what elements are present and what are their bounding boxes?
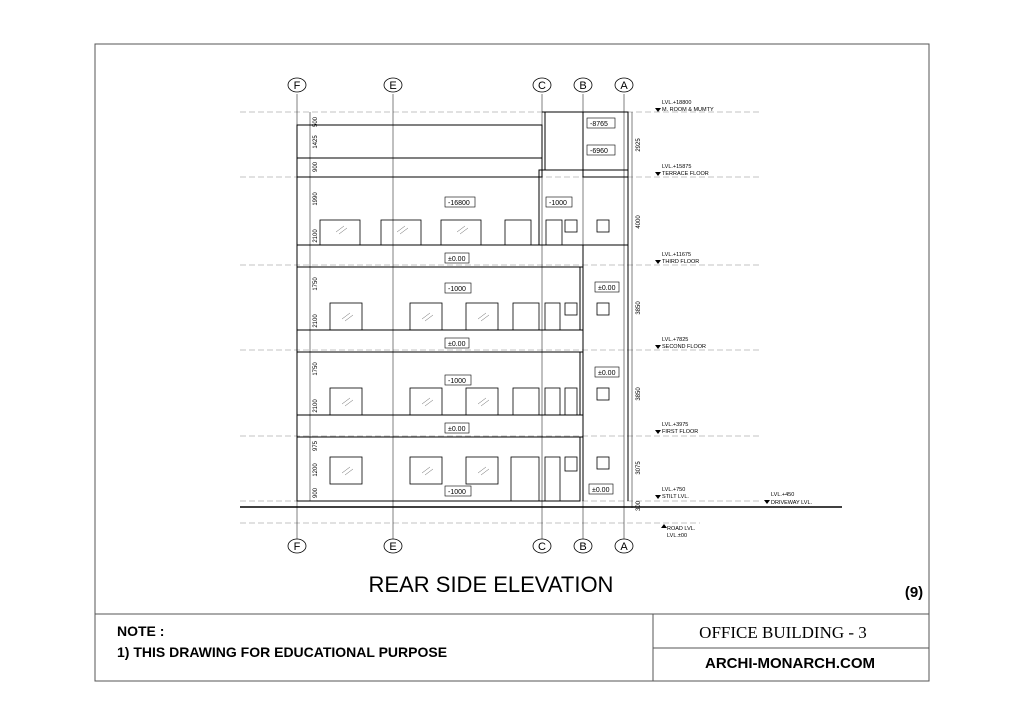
svg-text:1750: 1750 — [313, 362, 319, 376]
svg-text:3850: 3850 — [636, 301, 642, 315]
window — [466, 388, 498, 415]
level-marker-terrace — [655, 164, 709, 177]
window — [597, 457, 609, 469]
level-markers — [655, 100, 813, 539]
svg-text:2925: 2925 — [636, 138, 642, 152]
svg-text:A: A — [620, 80, 628, 92]
window — [597, 388, 609, 400]
tag-stilt-core: ±0.00 — [592, 487, 610, 494]
svg-text:1200: 1200 — [313, 463, 319, 477]
window — [320, 220, 360, 245]
svg-text:C: C — [538, 80, 546, 92]
svg-text:LVL.+11675: LVL.+11675 — [662, 252, 692, 258]
grid-bubble-c-bottom — [533, 539, 551, 553]
svg-text:1750: 1750 — [313, 277, 319, 291]
grid-bubble-e-bottom — [384, 539, 402, 553]
window — [565, 220, 577, 232]
svg-text:E: E — [389, 541, 397, 553]
rear-elevation-drawing — [240, 78, 842, 553]
svg-text:LVL.+3975: LVL.+3975 — [662, 422, 689, 428]
parapet-band — [297, 125, 542, 177]
svg-text:THIRD FLOOR: THIRD FLOOR — [662, 259, 700, 265]
svg-text:975: 975 — [313, 440, 319, 452]
window — [546, 220, 562, 245]
svg-text:DRIVEWAY LVL.: DRIVEWAY LVL. — [771, 500, 813, 506]
tag-second-wall: -1000 — [448, 286, 466, 293]
window — [513, 303, 539, 330]
level-marker-second — [655, 337, 706, 350]
window — [565, 303, 577, 315]
tag-first-wall: -1000 — [448, 378, 466, 385]
svg-text:2100: 2100 — [313, 314, 319, 328]
slab-first — [297, 415, 583, 437]
tag-first-core: ±0.00 — [598, 370, 616, 377]
building-outline — [297, 112, 628, 501]
svg-text:STILT LVL.: STILT LVL. — [662, 494, 689, 500]
glazing-hatch — [336, 226, 489, 475]
window — [466, 457, 498, 484]
level-marker-mumty — [655, 100, 714, 113]
grid-bubble-a-bottom — [615, 539, 633, 553]
window — [330, 457, 362, 484]
svg-text:3850: 3850 — [636, 387, 642, 401]
tag-second-slab: ±0.00 — [448, 341, 466, 348]
svg-text:B: B — [579, 541, 587, 553]
tag-stilt-wall: -1000 — [448, 489, 466, 496]
level-marker-road — [661, 524, 696, 539]
svg-text:F: F — [293, 541, 301, 553]
svg-text:C: C — [538, 541, 546, 553]
door — [511, 457, 539, 501]
svg-text:1425: 1425 — [313, 135, 319, 149]
svg-text:LVL.+750: LVL.+750 — [662, 487, 686, 493]
svg-text:M. ROOM & MUMTY: M. ROOM & MUMTY — [662, 107, 714, 113]
svg-text:SECOND FLOOR: SECOND FLOOR — [662, 344, 707, 350]
window — [565, 457, 577, 471]
window — [330, 303, 362, 330]
left-dimensions — [313, 116, 319, 498]
grid-bubble-e-top — [384, 78, 402, 92]
website-label: ARCHI-MONARCH.COM — [705, 655, 875, 672]
title-block — [95, 614, 929, 681]
window — [441, 220, 481, 245]
level-marker-driveway — [764, 492, 813, 506]
svg-text:LVL.+18800: LVL.+18800 — [662, 100, 692, 106]
window — [381, 220, 421, 245]
project-name: OFFICE BUILDING - 3 — [699, 623, 867, 642]
svg-text:B: B — [579, 80, 587, 92]
grid-bubbles-bottom — [288, 539, 633, 553]
tag-mumty-low: -6960 — [590, 148, 608, 155]
tag-mumty-top: -8765 — [590, 121, 608, 128]
note-heading: NOTE : — [117, 623, 165, 639]
level-marker-third — [655, 252, 699, 265]
grid-axes — [297, 94, 624, 540]
svg-text:TERRACE FLOOR: TERRACE FLOOR — [662, 171, 709, 177]
window — [330, 388, 362, 415]
svg-text:4000: 4000 — [636, 215, 642, 229]
window — [410, 388, 442, 415]
window — [597, 220, 609, 232]
window — [410, 457, 442, 484]
grid-bubble-c-top — [533, 78, 551, 92]
level-marker-stilt — [655, 487, 689, 500]
grid-bubble-b-bottom — [574, 539, 592, 553]
grid-bubble-f-top — [288, 78, 306, 92]
svg-text:3075: 3075 — [636, 461, 642, 475]
right-dimensions — [636, 138, 642, 511]
svg-text:2100: 2100 — [313, 399, 319, 413]
grid-bubbles-top — [288, 78, 633, 92]
svg-text:2100: 2100 — [313, 229, 319, 243]
svg-text:LVL.+450: LVL.+450 — [771, 492, 795, 498]
svg-text:300: 300 — [636, 500, 642, 512]
svg-text:900: 900 — [313, 487, 319, 499]
level-tags — [445, 118, 619, 496]
floor-second-wall — [297, 352, 580, 415]
tag-second-core: ±0.00 — [598, 285, 616, 292]
floor-stilt-wall — [297, 437, 580, 501]
window — [545, 388, 560, 415]
floor-third-wall — [297, 267, 580, 330]
tag-terrace-main: -16800 — [448, 200, 470, 207]
slab-second — [297, 330, 583, 352]
grid-bubble-a-top — [615, 78, 633, 92]
svg-text:900: 900 — [313, 161, 319, 173]
grid-bubble-b-top — [574, 78, 592, 92]
sheet-number: (9) — [904, 584, 924, 601]
level-marker-first — [655, 422, 698, 435]
drawing-title: REAR SIDE ELEVATION — [368, 572, 614, 597]
tag-first-slab: ±0.00 — [448, 426, 466, 433]
svg-text:500: 500 — [313, 116, 319, 128]
window — [466, 303, 498, 330]
tag-third-slab: ±0.00 — [448, 256, 466, 263]
note-line-1: 1) THIS DRAWING FOR EDUCATIONAL PURPOSE — [117, 644, 448, 660]
tag-terrace-core: -1000 — [549, 200, 567, 207]
svg-text:ROAD LVL.: ROAD LVL. — [667, 526, 696, 532]
window — [545, 303, 560, 330]
svg-text:FIRST FLOOR: FIRST FLOOR — [662, 429, 699, 435]
window — [565, 388, 577, 415]
window — [505, 220, 531, 245]
door — [545, 457, 560, 501]
core-tower — [539, 170, 628, 245]
window — [513, 388, 539, 415]
slab-third — [297, 245, 583, 267]
svg-text:E: E — [389, 80, 397, 92]
svg-text:LVL.+15875: LVL.+15875 — [662, 164, 692, 170]
svg-text:LVL.±00: LVL.±00 — [667, 533, 688, 539]
window — [410, 303, 442, 330]
svg-text:F: F — [293, 80, 301, 92]
grid-bubble-f-bottom — [288, 539, 306, 553]
svg-text:1990: 1990 — [313, 192, 319, 206]
window — [597, 303, 609, 315]
svg-text:A: A — [620, 541, 628, 553]
svg-text:LVL.+7825: LVL.+7825 — [662, 337, 689, 343]
